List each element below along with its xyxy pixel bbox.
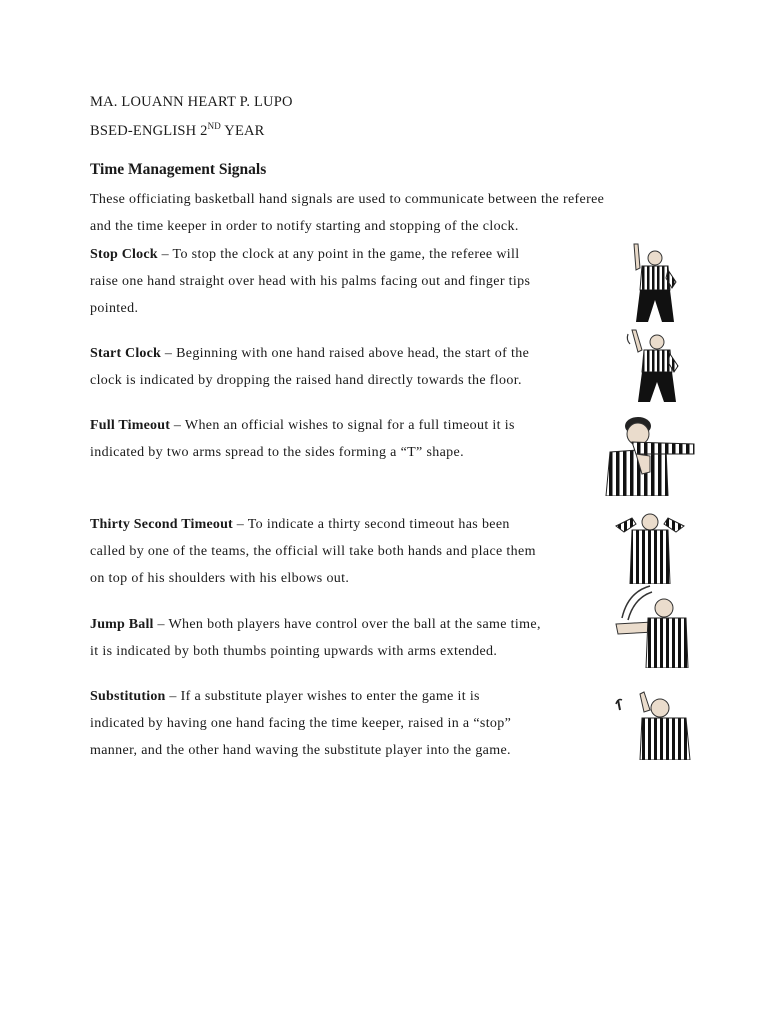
program-suffix: YEAR <box>221 123 265 139</box>
signal-jump-ball-line-2: it is indicated by both thumbs pointing upwards with arms extended. <box>90 644 498 659</box>
signal-jump-ball-line-1 <box>90 617 541 633</box>
signal-substitution-text: – If a substitute player wishes to enter the game it is <box>165 689 480 704</box>
signal-full-timeout-line-2: indicated by two arms spread to the sides forming a “T” shape. <box>90 445 464 460</box>
signal-full-timeout-line-1 <box>90 418 515 434</box>
signal-start-clock-text: – Beginning with one hand raised above head, the start of the <box>161 346 530 361</box>
referee-stop-clock-icon <box>622 242 688 326</box>
signal-stop-clock-term: Stop Clock <box>90 247 158 262</box>
signal-substitution-line-2: indicated by having one hand facing the time keeper, raised in a “stop” <box>90 716 512 731</box>
page-title: Time Management Signals <box>90 161 267 178</box>
program-superscript: ND <box>207 121 221 131</box>
signal-substitution-line-3: manner, and the other hand waving the substitute player into the game. <box>90 743 511 758</box>
program-text: BSED-ENGLISH 2 <box>90 123 208 139</box>
signal-stop-clock-line-2: raise one hand straight over head with his palms facing out and finger tips <box>90 274 531 289</box>
referee-start-clock-icon <box>622 328 688 404</box>
referee-jump-ball-icon <box>612 584 692 668</box>
referee-thirty-second-timeout-icon <box>612 512 688 584</box>
intro-line-2: and the time keeper in order to notify starting and stopping of the clock. <box>90 219 519 234</box>
signal-thirty-second-line-3: on top of his shoulders with his elbows out. <box>90 571 350 586</box>
signal-full-timeout-text: – When an official wishes to signal for a full timeout it is <box>170 418 515 433</box>
signal-thirty-second-line-1 <box>90 517 510 533</box>
signal-stop-clock-line-3: pointed. <box>90 301 139 316</box>
referee-full-timeout-icon <box>602 412 698 496</box>
author-name: MA. LOUANN HEART P. LUPO <box>90 94 293 110</box>
intro-line-1: These officiating basketball hand signals are used to communicate between the referee <box>90 192 605 207</box>
program-year <box>90 121 265 140</box>
signal-thirty-second-term: Thirty Second Timeout <box>90 517 233 532</box>
signal-substitution-line-1 <box>90 689 480 705</box>
signal-start-clock-line-2: clock is indicated by dropping the raised hand directly towards the floor. <box>90 373 522 388</box>
signal-stop-clock-line-1 <box>90 247 520 263</box>
signal-stop-clock-text: – To stop the clock at any point in the game, the referee will <box>157 247 520 262</box>
signal-thirty-second-line-2: called by one of the teams, the official will take both hands and place them <box>90 544 536 559</box>
signal-start-clock-term: Start Clock <box>90 346 162 361</box>
signal-jump-ball-term: Jump Ball <box>90 617 154 632</box>
referee-substitution-icon <box>612 686 692 760</box>
signal-substitution-term: Substitution <box>90 689 166 704</box>
signal-jump-ball-text: – When both players have control over the ball at the same time, <box>153 617 541 632</box>
signal-full-timeout-term: Full Timeout <box>90 418 171 433</box>
signal-start-clock-line-1 <box>90 346 529 362</box>
signal-thirty-second-text: – To indicate a thirty second timeout has been <box>232 517 510 532</box>
